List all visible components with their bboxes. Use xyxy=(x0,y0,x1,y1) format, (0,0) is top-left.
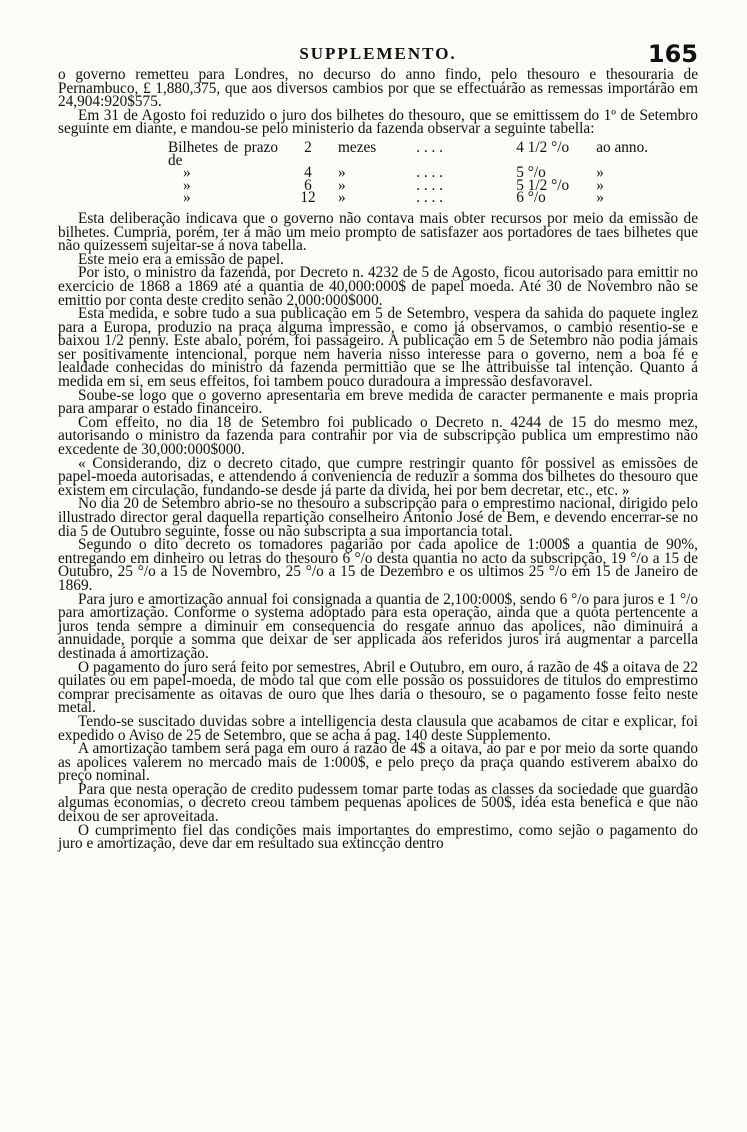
row-rate: 4 1/2 °/o xyxy=(516,138,570,156)
row-dots: . . . . xyxy=(416,164,444,182)
paragraph: O cumprimento fiel das condições mais importantes do emprestimo, como sejão o pagamento do juro e amortização, deve dar em resultado sua extincção dentro xyxy=(58,821,698,853)
paragraph: Esta medida, e sobre tudo a sua publicação em 5 de Setembro, vespera da sahida do paquete inglez para a Europa, produzio na praça alguma impressão, e como já observamos, o cambio resentio-se e baixou 1/2 penny. Este abalo, porém, foi passageiro. A publicação em 5 de Setembro não podia jámais ser positivamente intencional, porque nem haveria nisso interesse para o governo, nem a boa fé e lealdade conhecidas do ministro da fazenda permittião que se lhe attribuisse tal intenção. Quanto á medida em si, em seus effeitos, foi tambem pouco duradoura a impressão desfavoravel. xyxy=(58,305,698,391)
row-label: » xyxy=(183,176,191,194)
row-period: » xyxy=(596,189,604,207)
row-rate: 6 °/o xyxy=(516,189,546,207)
row-rate: 5 1/2 °/o xyxy=(516,176,570,194)
row-months: 2 xyxy=(304,138,312,156)
interest-rate-table xyxy=(168,138,666,207)
paragraph: o governo remetteu para Londres, no decurso do anno findo, pelo thesouro e thesouraria de Pernambuco, £ 1,880,375, que aos diversos cambios por que se effectuárão as remessas importárão em 24,904:920$575. xyxy=(58,66,698,111)
paragraph: Tendo-se suscitado duvidas sobre a intelligencia desta clausula que acabamos de citar e explicar, foi expedido o Aviso de 25 de Setembro, que se acha á pag. 140 deste Supplemento. xyxy=(58,712,698,744)
quoted-decree: « Considerando, diz o decreto citado, que cumpre restringir quanto fôr possivel as emissões de papel-moeda autorisadas, e attendendo á conveniencia de reduzir a somma dos bilhetes do thesouro que existem em circulação, fundando-se desde já parte da divida, hei por bem decretar, etc., etc. » xyxy=(58,454,698,499)
paragraph: Este meio era a emissão de papel. xyxy=(78,250,285,268)
row-months: 4 xyxy=(304,164,312,182)
row-period: » xyxy=(596,164,604,182)
row-dots: . . . . xyxy=(416,189,444,207)
row-unit: » xyxy=(338,164,346,182)
paragraph: A amortização tambem será paga em ouro á razão de 4$ a oitava, ao par e por meio da sorte quando as apolices valerem no mercado mais de 1:000$, e pelo preço da praça quando estiverem abaixo do preço nominal. xyxy=(58,740,698,785)
row-rate: 5 °/o xyxy=(516,164,546,182)
table-row xyxy=(168,192,666,205)
paragraph: Para que nesta operação de credito pudessem tomar parte todas as classes da sociedade que guardão algumas economias, o decreto creou tambem pequenas apolices de 500$, idéa esta benefica e que não deixou de ser aproveitada. xyxy=(58,780,698,826)
paragraph: Segundo o dito decreto os tomadores pagarião por cada apolice de 1:000$ a quantia de 90%, entregando em dinheiro ou letras do thesouro 6 °/o desta quantia no acto da subscripção, 19 °/o a 15 de Outubro, 25 °/o a 15 de Novembro, 25 °/o a 15 de Dezembro e os ultimos 25 °/o em 15 de Janeiro de 1869. xyxy=(58,536,698,594)
row-label: » xyxy=(183,164,191,182)
paragraph: Esta deliberação indicava que o governo não contava mais obter recursos por meio da emissão de bilhetes. Cumpria, porém, ter á mão um meio prompto de satisfazer aos portadores de taes bilhetes que não quizessem sujeitar-se á nova tabella. xyxy=(58,209,698,255)
row-label: Bilhetes de prazo de xyxy=(168,138,278,169)
row-period: » xyxy=(596,176,604,194)
body-text xyxy=(58,68,698,851)
row-dots: . . . . xyxy=(416,138,444,156)
paragraph: Por isto, o ministro da fazenda, por Decreto n. 4232 de 5 de Agosto, ficou autorisado para emittir no exercicio de 1868 a 1869 até a quantia de 40,000:000$ de papel moeda. Até 30 de Novembro não se emittio por conta deste credito senão 2,000:000$000. xyxy=(58,264,698,309)
row-dots: . . . . xyxy=(416,176,444,194)
row-unit: » xyxy=(338,176,346,194)
running-title: SUPPLEMENTO. xyxy=(299,44,457,63)
row-unit: mezes xyxy=(338,138,377,156)
paragraph: Em 31 de Agosto foi reduzido o juro dos bilhetes do thesouro, que se emittissem do 1º de Setembro seguinte em diante, e mandou-se pelo ministerio da fazenda observar a seguinte tabella: xyxy=(58,106,698,138)
paragraph: Para juro e amortização annual foi consignada a quantia de 2,100:000$, sendo 6 °/o para juros e 1 °/o para amortização. Conforme o systema adoptado para esta operação, ainda que a quota pertencente a juros tenda sempre a diminuir em consequencia do resgate annuo das apolices, não diminuirá a annuidade, porque a somma que deixar de ser applicada aos referidos juros irá augmentar a parcella destinada á amortização. xyxy=(58,590,698,662)
page-number: 165 xyxy=(647,40,698,68)
row-period: ao anno. xyxy=(596,138,649,156)
row-label: » xyxy=(183,189,191,207)
paragraph: Com effeito, no dia 18 de Setembro foi publicado o Decreto n. 4244 de 15 do mesmo mez, autorisando o ministro da fazenda para contrahir por via de subscripção publica um emprestimo não excedente de 30,000:000$000. xyxy=(58,413,698,459)
paragraph: O pagamento do juro será feito por semestres, Abril e Outubro, em ouro, á razão de 4$ a oitava de 22 quilates ou em papel-moeda, de modo tal que com elle possão os possuidores de titulos do emprestimo comprar precisamente as oitavas de ouro que lhes daria o thesouro, se o pagamento fosse feito neste metal. xyxy=(58,658,698,717)
row-months: 6 xyxy=(304,176,312,194)
row-unit: » xyxy=(338,189,346,207)
paragraph: Soube-se logo que o governo apresentaria em breve medida de caracter permanente e mais propria para amparar o estado financeiro. xyxy=(58,386,698,418)
row-months: 12 xyxy=(300,189,316,207)
paragraph: No dia 20 de Setembro abrio-se no thesouro a subscripção para o emprestimo nacional, dirigido pelo illustrado director geral daquella repartição conselheiro Antonio José de Bem, e devendo encerrar-se no dia 5 de Outubro seguinte, fosse ou não subscripta a sua importancia total. xyxy=(58,495,698,540)
